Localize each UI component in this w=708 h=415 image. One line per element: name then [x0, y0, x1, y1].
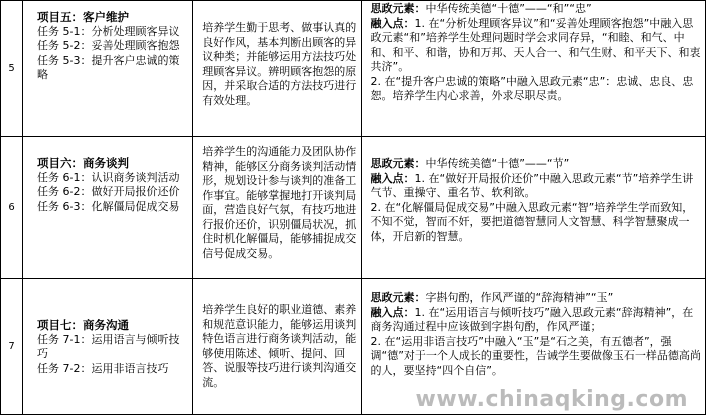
task-cell: [23, 1, 193, 137]
task-item: 任务 6-2：做好开局报价还价: [37, 185, 180, 198]
ideology-label: 思政元素：: [370, 2, 426, 15]
row-number: 7: [1, 279, 23, 415]
ideology-cell: [361, 137, 706, 279]
task-item: 任务 5-3：提升客户忠诚的策略: [37, 53, 180, 81]
project-title: 项目六：商务谈判: [37, 156, 130, 170]
ideology-text: 中华传统美德“十德”——“和”“忠”: [425, 2, 592, 15]
goal-cell: [193, 137, 361, 279]
integration-label: 融入点：: [370, 305, 415, 319]
goal-text: 培养学生的沟通能力及团队协作精神，能够区分商务谈判活动情形，规划设计参与谈判的准备工作事宜。能够掌握地打开谈判局面，营造良好气氛，有技巧地进行报价还价，识别僵局状况，抓住时机化解僵局，能够捕捉成交信号促成交易。: [202, 145, 357, 260]
goal-text: 培养学生勤于思考、做事认真的良好作风，基本判断出顾客的异议种类；并能够运用方法技巧处理顾客异议。辨明顾客抱怨的原因，并采取合适的方法技巧进行有效处理。: [202, 21, 357, 107]
task-item: 任务 5-1：分析处理顾客异议: [37, 24, 180, 38]
row-number: 6: [1, 137, 23, 279]
goal-cell: [193, 279, 361, 415]
ideology-label: 思政元素：: [370, 157, 426, 170]
ideology-text: 中华传统美德“十德”——“节”: [425, 157, 570, 170]
table-row: [1, 137, 706, 279]
integration-label: 融入点：: [370, 16, 415, 30]
ideology-label: 思政元素：: [370, 291, 426, 304]
row-number: 5: [1, 1, 23, 137]
goal-cell: [193, 1, 361, 137]
integration-extra: 2. 在“运用非语言技巧”中融入“玉”是“石之美，有五德者”，强调“德”对于一个人成长的重要性，告诫学生要做像玉石一样品德高尚的人，要坚持“四个自信”。: [370, 334, 701, 377]
table-row: [1, 1, 706, 137]
ideology-text: 字斟句酌，作风严谨的“辞海精神”“玉”: [425, 291, 614, 304]
task-item: 任务 5-2：妥善处理顾客抱怨: [37, 39, 180, 52]
task-item: 任务 7-1：运用语言与倾听技巧: [37, 332, 180, 360]
integration-extra: 2. 在“化解僵局促成交易”中融入思政元素“智”培养学生学而致知，不知不觉，智而不奸，要把道德智慧同人文智慧、科学智慧聚成一体，开启新的智慧。: [370, 200, 694, 243]
task-cell: [23, 137, 193, 279]
project-title: 项目七：商务沟通: [37, 318, 130, 332]
task-cell: [23, 279, 193, 415]
project-title: 项目五：客户维护: [37, 10, 130, 24]
task-item: 任务 6-3：化解僵局促成交易: [37, 199, 180, 213]
watermark: www.chinaqking.com: [415, 387, 688, 412]
integration-text: 1. 在“运用语言与倾听技巧”融入思政元素“辞海精神”，在商务沟通过程中应该做到字斟句酌，作风严谨；: [370, 305, 694, 333]
ideology-cell: [361, 1, 706, 137]
integration-text: 1. 在“分析处理顾客异议”和“妥善处理顾客抱怨”中融入思政元素“和”培养学生处理问题时学会求同存异，“和睦、和气、中和、和平、和谐，协和万邦、天人合一、和气生财、和平天下、和衷共济”。: [370, 16, 701, 73]
task-item: 任务 7-2：运用非语言技巧: [37, 361, 169, 375]
integration-extra: 2. 在“提升客户忠诚的策略”中融入思政元素“忠”：忠诚、忠良、忠恕。培养学生内心求善，外求尽职尽责。: [370, 74, 694, 102]
integration-label: 融入点：: [370, 171, 415, 185]
integration-text: 1. 在“做好开局报价还价”中融入思政元素“节”培养学生讲气节、重操守、重名节、软利欲。: [370, 171, 694, 199]
task-item: 任务 6-1：认识商务谈判活动: [37, 170, 180, 184]
goal-text: 培养学生良好的职业道德、素养和规范意识能力，能够运用谈判特色语言进行商务谈判活动，能够使用陈述、倾听、提问、回答、说服等技巧进行谈判沟通交流。: [202, 303, 357, 389]
